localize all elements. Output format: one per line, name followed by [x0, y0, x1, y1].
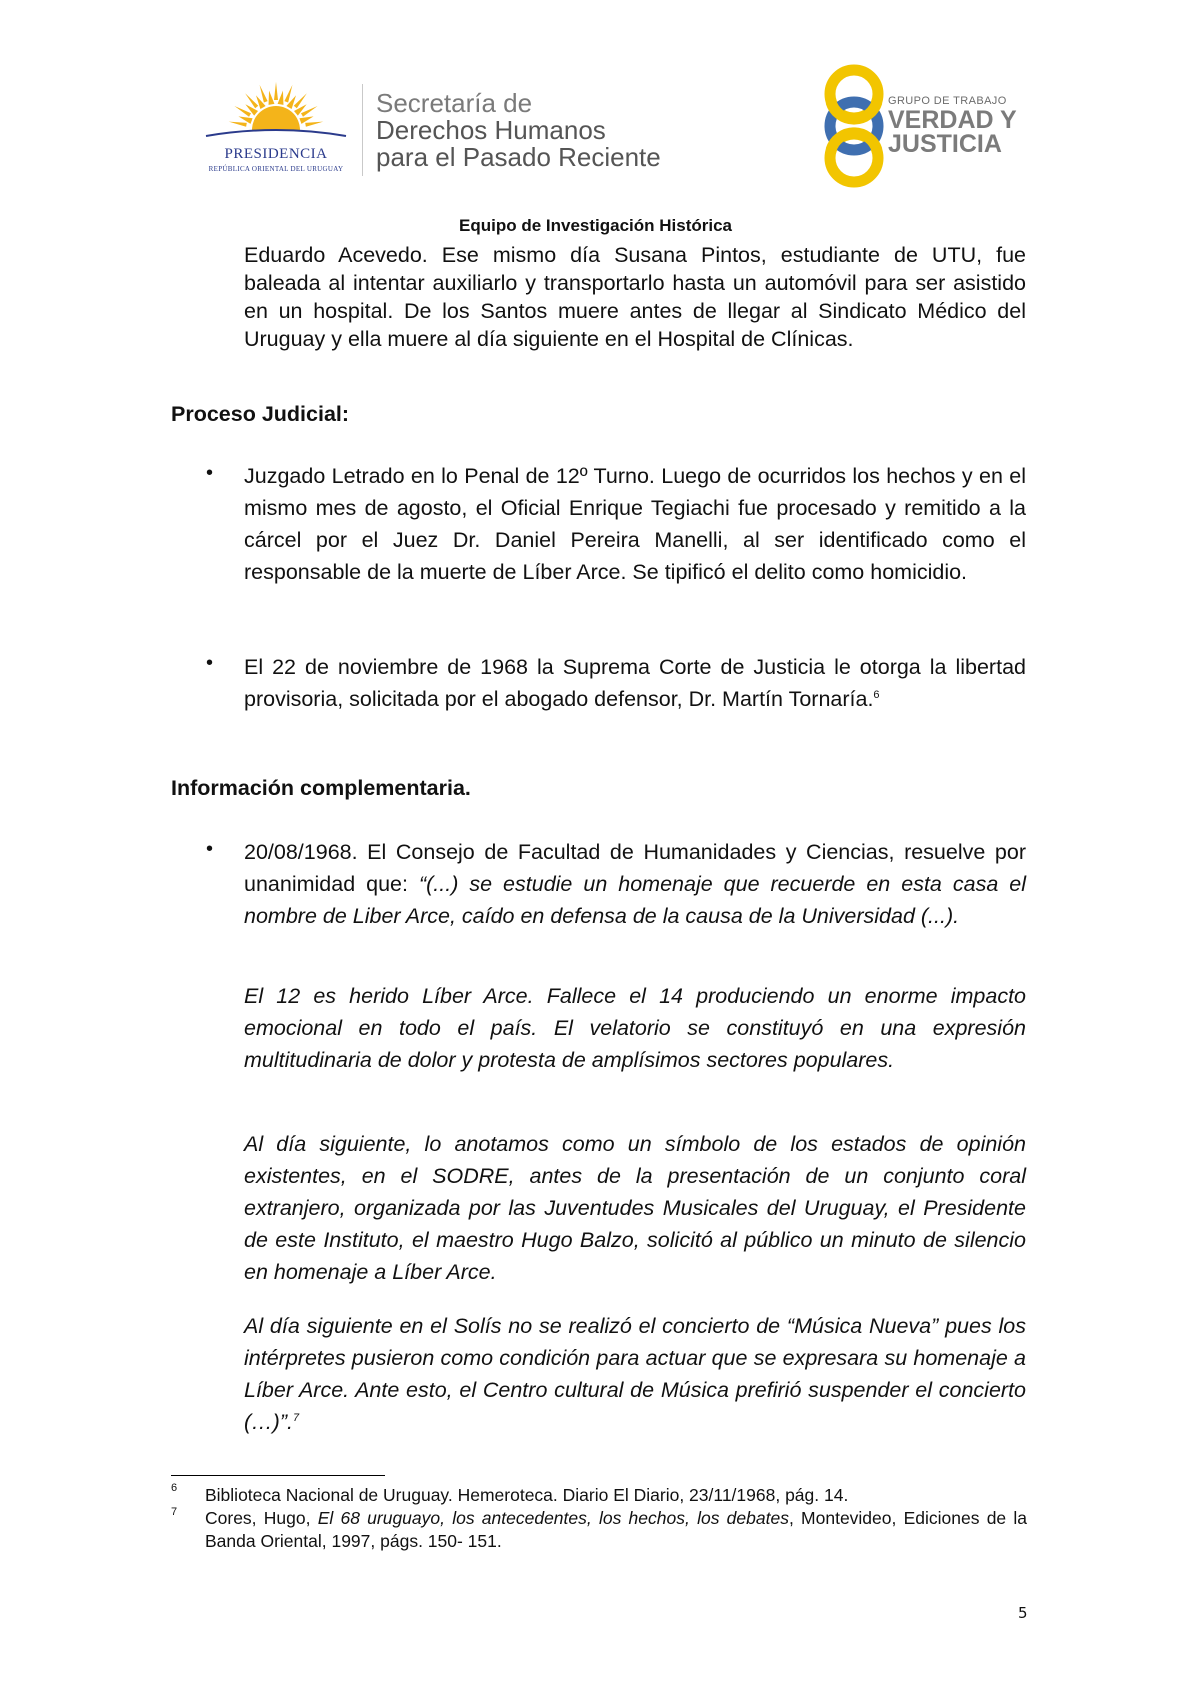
footnote-ref-7[interactable]: 7 [292, 1411, 300, 1424]
bullet-text-consejo [244, 836, 1026, 932]
secretaria-line-3: para el Pasado Reciente [376, 142, 661, 172]
bullet-marker: • [206, 838, 214, 860]
page-number: 5 [1018, 1604, 1028, 1622]
intro-paragraph: Eduardo Acevedo. Ese mismo día Susana Pintos, estudiante de UTU, fue baleada al intentar auxiliarlo y transportarlo hasta un automóvil para ser asistido en un hospital. De los Santos muere antes de llegar al Sindicato Médico del Uruguay y ella muere al día siguiente en el Hospital de Clínicas. [244, 243, 1026, 351]
footnote-number: 6 [171, 1482, 178, 1494]
grupo-justicia: JUSTICIA [888, 130, 1002, 158]
presidencia-title: PRESIDENCIA [224, 146, 328, 162]
secretaria-line-1: Secretaría de [376, 88, 533, 118]
footnote-7 [205, 1507, 1027, 1553]
footnote-7-pre: Cores, Hugo, [205, 1508, 318, 1528]
footnote-7-post: , Montevideo, Ediciones de la Banda Oriental, 1997, págs. 150- 151. [205, 1508, 1027, 1551]
bullet-marker: • [206, 462, 214, 484]
rings-logo-icon [810, 62, 900, 190]
presidencia-subtitle: REPÚBLICA ORIENTAL DEL URUGUAY [208, 165, 344, 173]
secretaria-logo-text [376, 90, 661, 171]
footnote-6: Biblioteca Nacional de Uruguay. Hemeroteca. Diario El Diario, 23/11/1968, pág. 14. [205, 1485, 849, 1505]
footnote-number: 7 [171, 1506, 178, 1518]
section-heading-informacion: Información complementaria. [171, 776, 471, 800]
bullet-text-libertad [244, 651, 1026, 715]
bullet-marker: • [206, 652, 214, 674]
bullet-libertad-text: El 22 de noviembre de 1968 la Suprema Corte de Justicia le otorga la libertad provisoria, solicitada por el abogado defensor, Dr. Martín Tornaría. [244, 655, 1026, 711]
quote-paragraph-3 [244, 1310, 1026, 1438]
bullet-text-juzgado: Juzgado Letrado en lo Penal de 12º Turno. Luego de ocurridos los hechos y en el mismo mes de agosto, el Oficial Enrique Tegiachi fue procesado y remitido a la cárcel por el Juez Dr. Daniel Pereira Manelli, al ser identificado como el responsable de la muerte de Líber Arce. Se tipificó el delito como homicidio. [244, 464, 1026, 584]
footnote-separator [171, 1475, 385, 1476]
bullet-consejo-quote: “(...) se estudie un homenaje que recuerde en esta casa el nombre de Liber Arce, caído en defensa de la causa de la Universidad (...). [244, 872, 1026, 928]
section-heading-proceso: Proceso Judicial: [171, 402, 350, 426]
footnote-ref-6[interactable]: 6 [873, 688, 880, 701]
quote-paragraph-1: El 12 es herido Líber Arce. Fallece el 14 produciendo un enorme impacto emocional en todo el país. El velatorio se constituyó en una expresión multitudinaria de dolor y protesta de amplísimos sectores populares. [244, 984, 1026, 1072]
quote-paragraph-2: Al día siguiente, lo anotamos como un símbolo de los estados de opinión existentes, en el SODRE, antes de la presentación de un conjunto coral extranjero, organizada por las Juventudes Musicales del Uruguay, el Presidente de este Instituto, el maestro Hugo Balzo, solicitó al público un minuto de silencio en homenaje a Líber Arce. [244, 1132, 1026, 1284]
team-title: Equipo de Investigación Histórica [459, 216, 732, 235]
header-divider [362, 84, 363, 176]
quote-p3-text: Al día siguiente en el Solís no se realizó el concierto de “Música Nueva” pues los intérpretes pusieron como condición para actuar que se expresara su homenaje a Líber Arce. Ante esto, el Centro cultural de Música prefirió suspender el concierto (…)”. [244, 1314, 1026, 1434]
grupo-label: GRUPO DE TRABAJO [888, 95, 1007, 107]
bullet-consejo-lead: 20/08/1968. El Consejo de Facultad de Humanidades y Ciencias, resuelve por unanimidad que: [244, 840, 1026, 896]
grupo-verdad: VERDAD Y [888, 106, 1017, 134]
secretaria-line-2: Derechos Humanos [376, 115, 606, 145]
footnote-7-book-title: El 68 uruguayo, los antecedentes, los hechos, los debates [317, 1508, 789, 1528]
